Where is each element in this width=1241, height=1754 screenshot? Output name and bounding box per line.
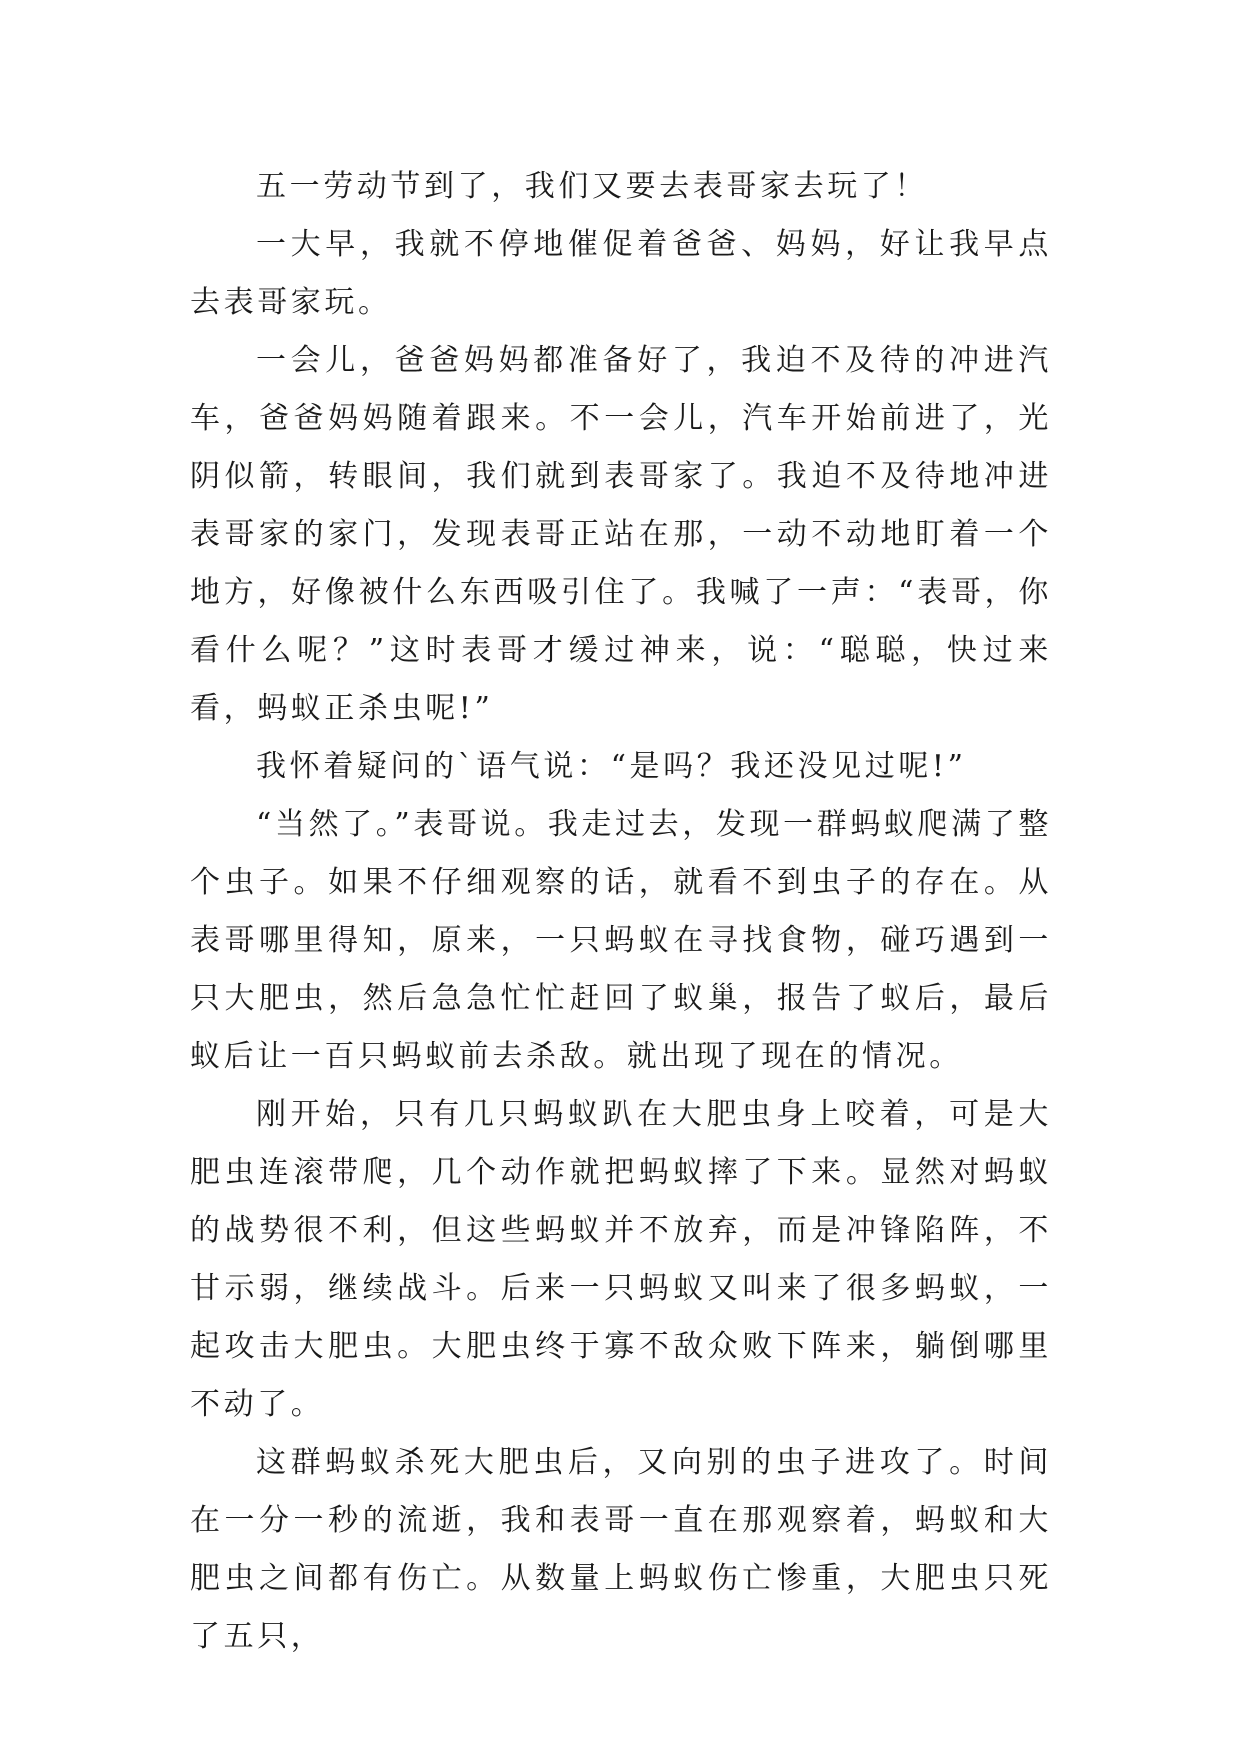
- paragraph: “当然了。”表哥说。我走过去，发现一群蚂蚁爬满了整个虫子。如果不仔细观察的话，就看不到虫子的存在。从表哥哪里得知，原来，一只蚂蚁在寻找食物，碰巧遇到一只大肥虫，然后急急忙忙赶回了蚁巢，报告了蚁后，最后蚁后让一百只蚂蚁前去杀敌。就出现了现在的情况。: [190, 807, 1052, 1074]
- paragraph: 五一劳动节到了，我们又要去表哥家去玩了！: [256, 169, 928, 204]
- paragraph: 一大早，我就不停地催促着爸爸、妈妈，好让我早点去表哥家玩。: [190, 227, 1052, 320]
- paragraph: 一会儿，爸爸妈妈都准备好了，我迫不及待的冲进汽车，爸爸妈妈随着跟来。不一会儿，汽车开始前进了，光阴似箭，转眼间，我们就到表哥家了。我迫不及待地冲进表哥家的家门，发现表哥正站在那，一动不动地盯着一个地方，好像被什么东西吸引住了。我喊了一声：“表哥，你看什么呢？”这时表哥才缓过神来，说：“聪聪，快过来看，蚂蚁正杀虫呢!”: [190, 343, 1052, 726]
- paragraph: 我怀着疑问的`语气说：“是吗？我还没见过呢!”: [256, 749, 967, 784]
- paragraph: 刚开始，只有几只蚂蚁趴在大肥虫身上咬着，可是大肥虫连滚带爬，几个动作就把蚂蚁摔了下来。显然对蚂蚁的战势很不利，但这些蚂蚁并不放弃，而是冲锋陷阵，不甘示弱，继续战斗。后来一只蚂蚁又叫来了很多蚂蚁，一起攻击大肥虫。大肥虫终于寡不敌众败下阵来，躺倒哪里不动了。: [190, 1097, 1052, 1422]
- paragraph: 这群蚂蚁杀死大肥虫后，又向别的虫子进攻了。时间在一分一秒的流逝，我和表哥一直在那观察着，蚂蚁和大肥虫之间都有伤亡。从数量上蚂蚁伤亡惨重，大肥虫只死了五只，: [190, 1445, 1052, 1654]
- document-body: [190, 158, 1052, 1666]
